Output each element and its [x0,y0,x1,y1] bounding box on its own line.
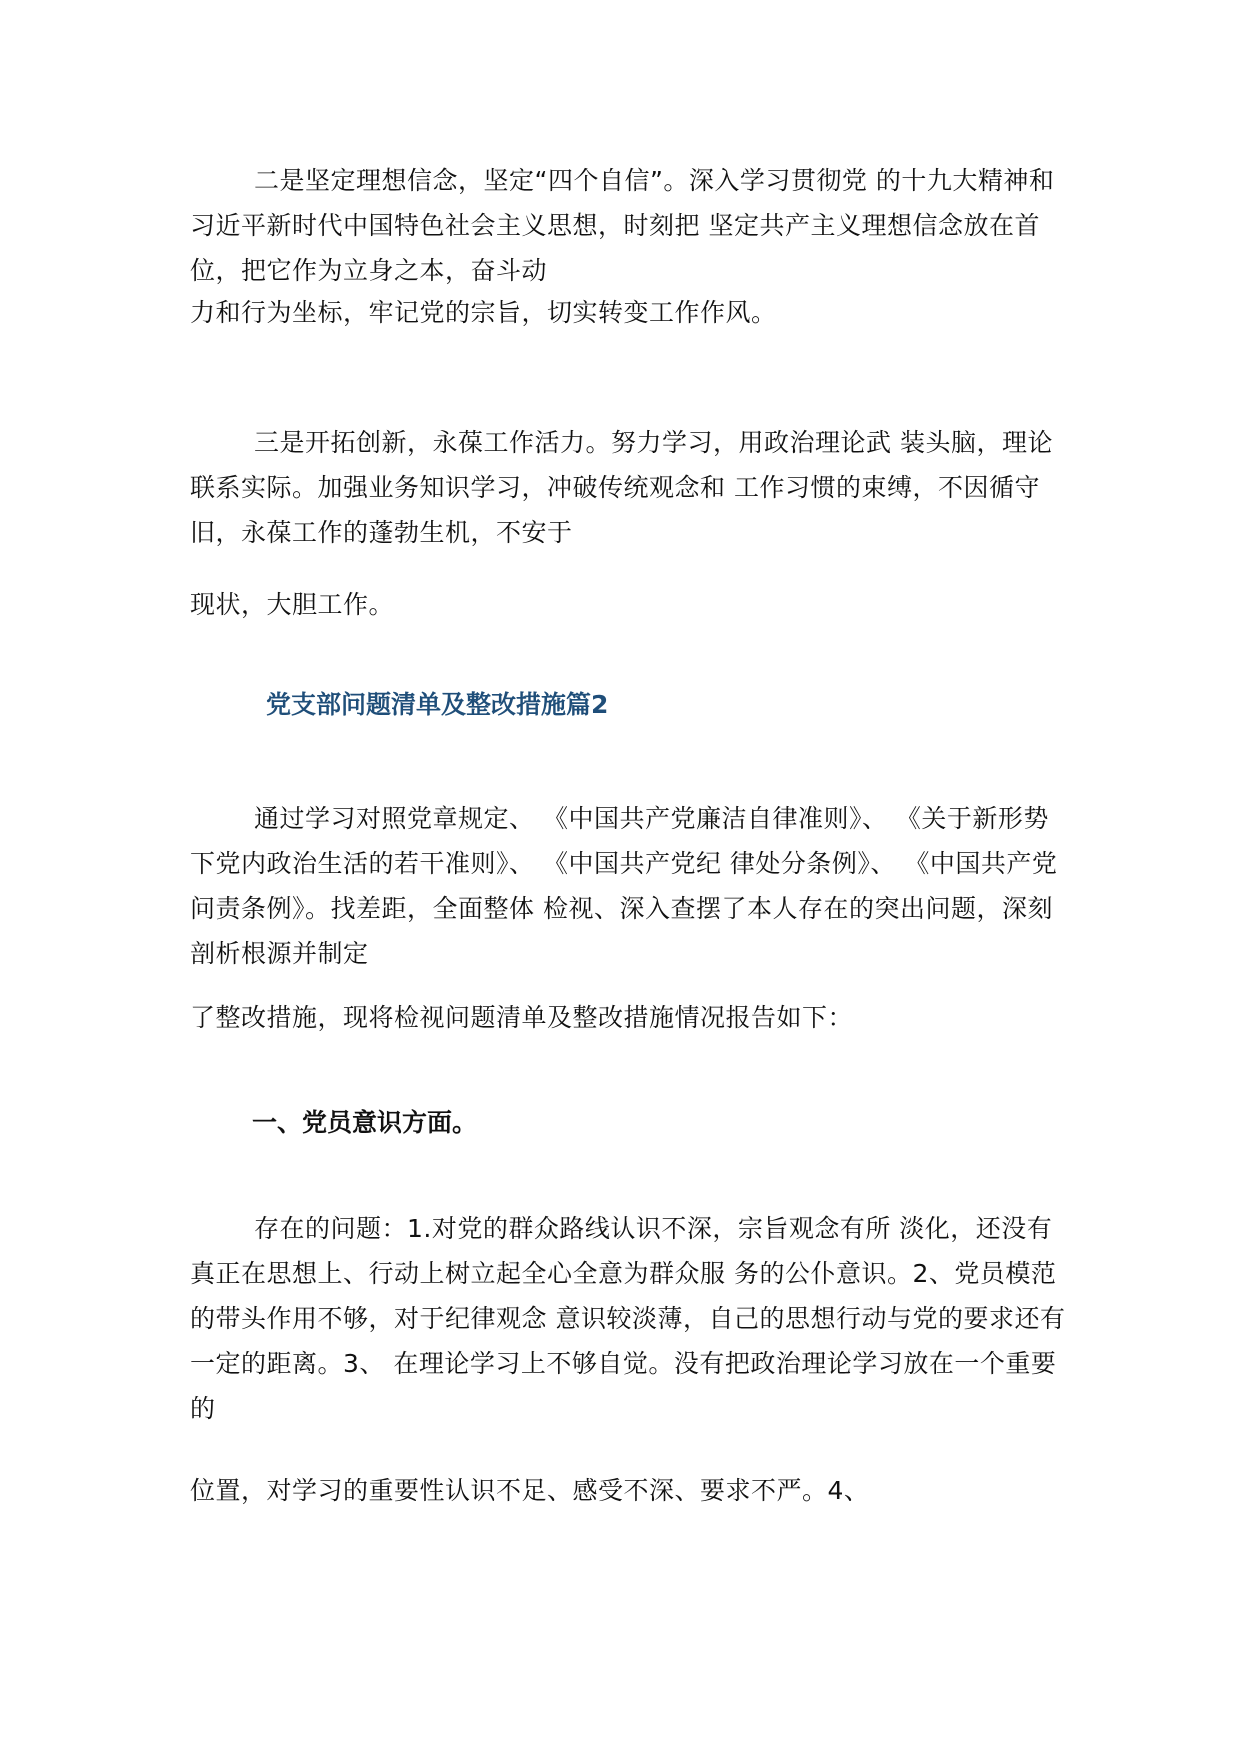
section-heading: 党支部问题清单及整改措施篇2 [266,690,609,719]
paragraph-intro-continued: 了整改措施，现将检视问题清单及整改措施情况报告如下： [190,1003,854,1032]
paragraph-ideals-continued: 力和行为坐标，牢记党的宗旨，切实转变工作作风。 [190,298,777,327]
paragraph-intro: 通过学习对照党章规定、 《中国共产党廉洁自律准则》、 《关于新形势下党内政治生活的若干准则》、 《中国共产党纪 律处分条例》、 《中国共产党问责条例》。找差距，全面整体 检视、深入查摆了本人存在的突出问题，深刻剖析根源并制定 [190,804,1058,968]
paragraph-innovation: 三是开拓创新，永葆工作活力。努力学习，用政治理论武 装头脑，理论联系实际。加强业务知识学习，冲破传统观念和 工作习惯的束缚，不因循守旧，永葆工作的蓬勃生机，不安于 [190,428,1053,547]
subsection-title: 一、党员意识方面。 [252,1108,478,1137]
paragraph-problems: 存在的问题：1.对党的群众路线认识不深，宗旨观念有所 淡化，还没有真正在思想上、行动上树立起全心全意为群众服 务的公仆意识。2、党员模范的带头作用不够，对于纪律观念 意识较淡薄，自己的思想行动与党的要求还有一定的距离。3、 在理论学习上不够自觉。没有把政治理论学习放在一个重要的 [190,1214,1066,1423]
paragraph-innovation-continued: 现状，大胆工作。 [190,590,395,619]
paragraph-ideals: 二是坚定理想信念，坚定“四个自信”。深入学习贯彻党 的十九大精神和习近平新时代中国特色社会主义思想，时刻把 坚定共产主义理想信念放在首位，把它作为立身之本，奋斗动 [190,166,1055,285]
paragraph-problems-continued: 位置，对学习的重要性认识不足、感受不深、要求不严。4、 [190,1476,870,1505]
